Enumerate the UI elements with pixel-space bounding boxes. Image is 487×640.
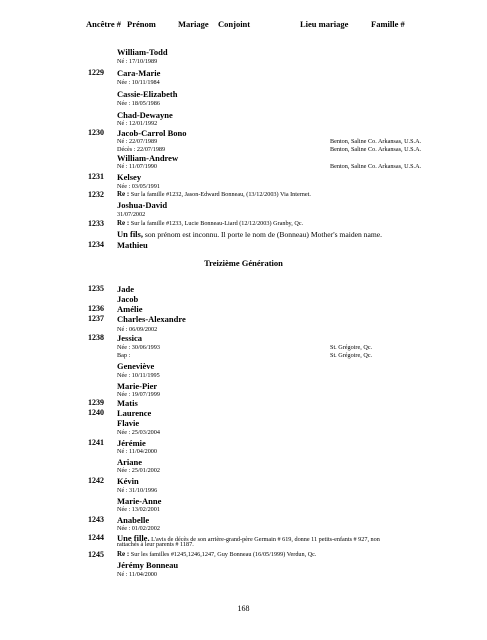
person-name: Charles-Alexandre — [117, 314, 186, 324]
person-name: Mathieu — [117, 240, 148, 250]
life-event: Née : 19/07/1999 — [117, 391, 160, 398]
life-event: Né : 12/01/1992 — [117, 120, 158, 127]
header-spouse: Conjoint — [218, 19, 251, 29]
ancestor-number: 1242 — [88, 476, 104, 485]
person-name: Jacob-Carrol Bono — [117, 128, 187, 138]
person-name: Matis — [117, 398, 138, 408]
ancestor-number: 1244 — [88, 533, 104, 542]
entry-row — [0, 570, 487, 582]
person-name: Amélie — [117, 304, 143, 314]
person-name: William-Andrew — [117, 153, 179, 163]
life-event: Bap : — [117, 352, 131, 359]
ancestor-number: 1240 — [88, 408, 104, 417]
ancestor-number: 1230 — [88, 128, 104, 137]
entry-row — [0, 240, 487, 252]
person-name: Chad-Dewayne — [117, 110, 173, 120]
life-event: Née : 30/06/1993 — [117, 344, 160, 351]
person-name: Laurence — [117, 408, 152, 418]
life-event: Né : 31/10/1996 — [117, 487, 158, 494]
note-body: L'avis de décès de son arrière-grand-père Germain # 619, donne 11 petits-enfants # 927, non — [149, 536, 380, 543]
header-first-name: Prénom — [127, 19, 156, 29]
ancestor-number: 1236 — [88, 304, 104, 313]
person-name: Cassie-Elizabeth — [117, 89, 178, 99]
life-event: Né : 11/04/2000 — [117, 571, 157, 578]
event-place: Benton, Saline Co. Arkansas, U.S.A. — [330, 163, 422, 170]
note-body: Sur la famille #1232, Jason-Edward Bonneau, (13/12/2003) Via Internet. — [129, 191, 311, 198]
life-event: Née : 25/01/2002 — [117, 467, 160, 474]
ancestor-number: 1229 — [88, 68, 104, 77]
note-label: Un fils, — [117, 229, 143, 239]
event-place: Benton, Saline Co. Arkansas, U.S.A. — [330, 138, 422, 145]
life-event: Née : 18/05/1986 — [117, 100, 160, 107]
life-event: Né : 11/04/2000 — [117, 448, 157, 455]
header-marriage: Mariage — [178, 19, 209, 29]
person-name: Flavie — [117, 418, 140, 428]
event-place: Benton, Saline Co. Arkansas, U.S.A. — [330, 146, 422, 153]
life-event: Né : 22/07/1989 — [117, 138, 158, 145]
life-event: Décès : 22/07/1989 — [117, 146, 166, 153]
note-text — [117, 550, 316, 558]
ancestor-number: 1234 — [88, 240, 104, 249]
event-place: St. Grégoire, Qc. — [330, 352, 373, 359]
life-event: Né : 17/10/1989 — [117, 58, 158, 65]
ancestor-number: 1243 — [88, 515, 104, 524]
person-name: Jessica — [117, 333, 143, 343]
page-number: 168 — [237, 604, 250, 613]
life-event: Né : 11/07/1990 — [117, 163, 157, 170]
ancestor-number: 1239 — [88, 398, 104, 407]
person-name: Jérémie — [117, 438, 146, 448]
person-name: Anabelle — [117, 515, 150, 525]
life-event: Née : 03/05/1991 — [117, 183, 160, 190]
person-name: Ariane — [117, 457, 143, 467]
note-text — [117, 219, 303, 227]
note-body: Sur la famille #1233, Lucie Bonneau-Liard (12/12/2003) Granby, Qc. — [129, 220, 304, 227]
note-text — [117, 190, 311, 198]
person-name: Marie-Pier — [117, 381, 158, 391]
note-text — [117, 229, 382, 239]
ancestor-number: 1245 — [88, 550, 104, 559]
person-name: Jacob — [117, 294, 139, 304]
life-event: Née : 10/11/1995 — [117, 372, 160, 379]
note-label: Re : — [117, 550, 130, 558]
note-label: Re : — [117, 190, 130, 198]
ancestor-number: 1233 — [88, 219, 104, 228]
ancestor-number: 1235 — [88, 284, 104, 293]
header-place: Lieu mariage — [300, 19, 349, 29]
person-name: Cara-Marie — [117, 68, 161, 78]
life-event: Née : 13/02/2001 — [117, 506, 160, 513]
ancestor-number: 1231 — [88, 172, 104, 181]
life-event: Née : 25/03/2004 — [117, 429, 160, 436]
generation-title: Treizième Génération — [204, 258, 283, 268]
person-name: Jérémy Bonneau — [117, 560, 179, 570]
person-name: Marie-Anne — [117, 496, 162, 506]
person-name: Kévin — [117, 476, 139, 486]
note-continuation: rattachés à leur parents # 1187. — [117, 541, 194, 548]
life-event: 31/07/2002 — [117, 211, 146, 218]
life-event: Née : 10/11/1984 — [117, 79, 160, 86]
note-body: son prénom est inconnu. Il porte le nom de (Bonneau) Mother's maiden name. — [142, 230, 383, 239]
note-label: Re : — [117, 219, 130, 227]
person-name: Jade — [117, 284, 134, 294]
event-place: St. Grégoire, Qc. — [330, 344, 373, 351]
ancestor-number: 1232 — [88, 190, 104, 199]
life-event: Née : 01/02/2002 — [117, 525, 160, 532]
person-name: Geneviève — [117, 361, 155, 371]
ancestor-number: 1237 — [88, 314, 104, 323]
note-label: Une fille. — [117, 533, 150, 543]
person-name: Joshua-David — [117, 200, 168, 210]
person-name: William-Todd — [117, 47, 168, 57]
header-family: Famille # — [371, 19, 405, 29]
note-body: Sur les familles #1245,1246,1247, Guy Bonneau (16/05/1999) Verdun, Qc. — [129, 551, 317, 558]
ancestor-number: 1238 — [88, 333, 104, 342]
life-event: Né : 06/09/2002 — [117, 326, 158, 333]
ancestor-number: 1241 — [88, 438, 104, 447]
header-ancestor: Ancêtre # — [86, 19, 122, 29]
person-name: Kelsey — [117, 172, 142, 182]
